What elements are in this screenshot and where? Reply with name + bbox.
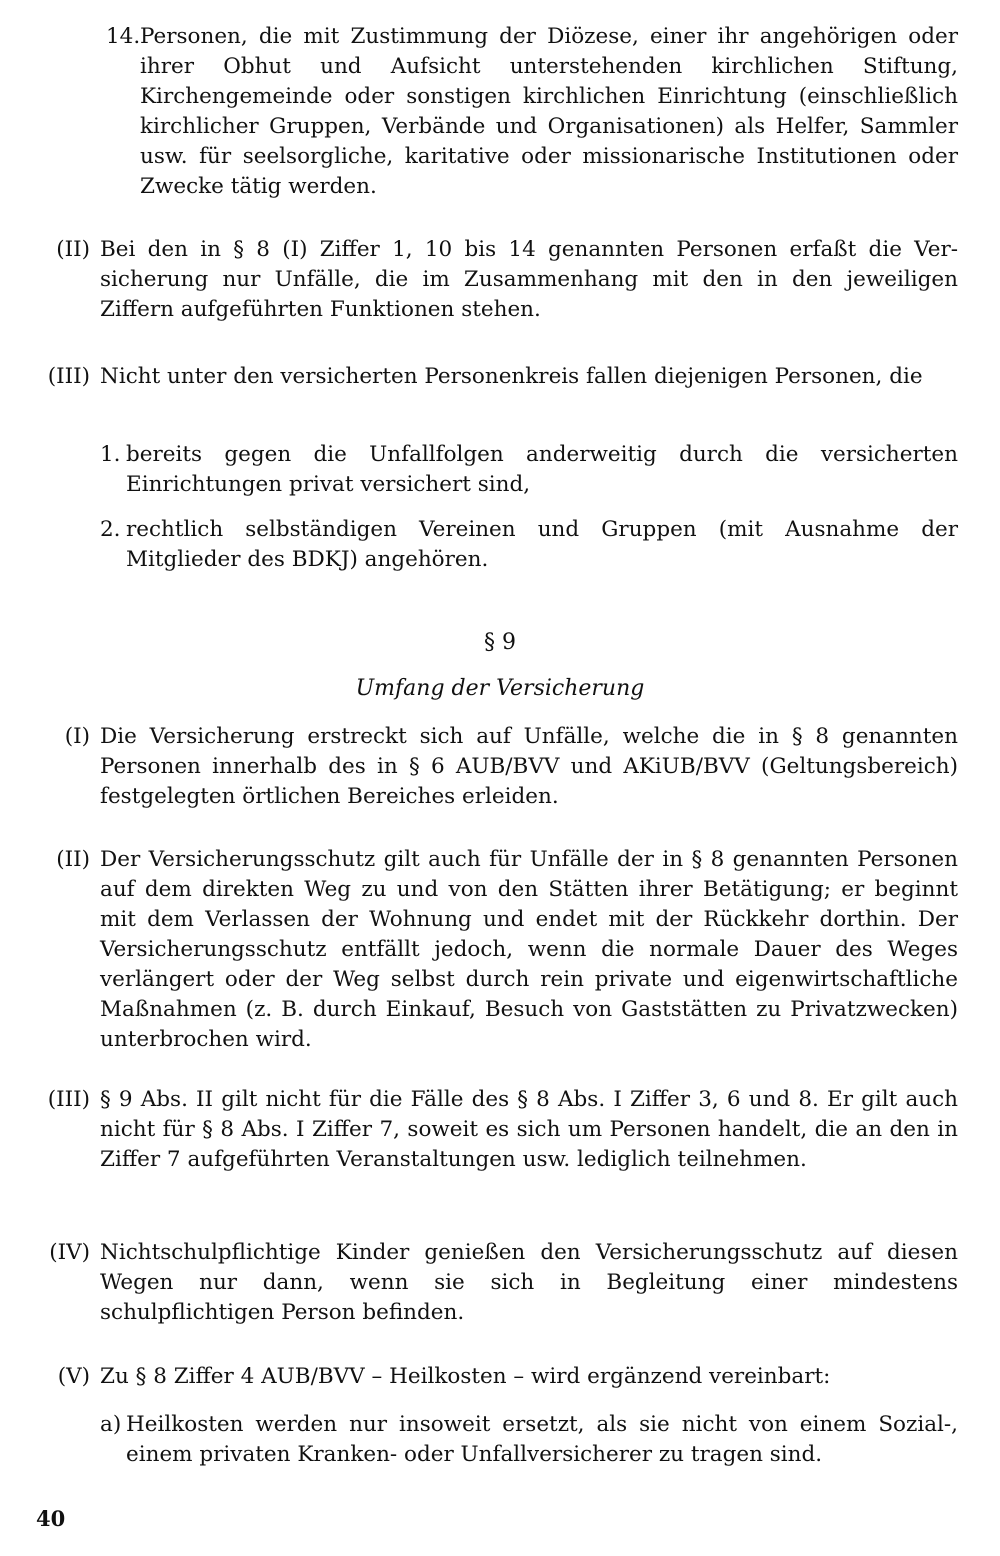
s9-abs1-text: Die Versicherung erstreckt sich auf Unfälle, welche die in § 8 genannten Personen innerhalb des in § 6 AUB/BVV und AKiUB/BVV (Geltungsbereich) festgelegten örtlichen Bereiches erleiden.	[100, 724, 958, 809]
section-9-title: Umfang der Versicherung	[355, 676, 645, 701]
item-14-text: Personen, die mit Zustimmung der Diözese, einer ihr angehörigen oder ihrer Obhut und Aufsicht unterstehenden kirchlichen Stiftung, Kirchengemeinde oder sonstigen kirchlichen Einrichtung (einschließlich kirchlicher Gruppen, Verbände und Organisationen) als Helfer, Sammler usw. für seelsorgliche, karitative oder missionarische Institutionen oder Zwecke tätig werden.	[140, 24, 958, 199]
s9-abs5-label: (V)	[57, 1364, 90, 1389]
page-number: 40	[36, 1506, 66, 1531]
s8-abs3-label: (III)	[47, 364, 90, 389]
s9-abs5-text: Zu § 8 Ziffer 4 AUB/BVV – Heilkosten – wird ergänzend vereinbart:	[100, 1364, 831, 1389]
s9-abs4-text: Nichtschulpflichtige Kinder genießen den Versicherungsschutz auf diesen Wegen nur dann, wenn sie sich in Begleitung einer mindestens schulpflichtigen Person befinden.	[100, 1240, 958, 1325]
s9-abs2-text: Der Versicherungsschutz gilt auch für Unfälle der in § 8 genannten Personen auf dem direkten Weg zu und von den Stätten ihrer Betätigung; er beginnt mit dem Verlassen der Wohnung und endet mit der Rückkehr dorthin. Der Versicherungsschutz entfällt jedoch, wenn die normale Dauer des Weges verlängert oder der Weg selbst durch rein private und eigenwirtschaftliche Maßnahmen (z. B. durch Einkauf, Besuch von Gaststätten zu Privatzwecken) unterbrochen wird.	[100, 847, 958, 1052]
s8-abs2-label: (II)	[56, 237, 90, 262]
s9-abs5-item-a-text: Heilkosten werden nur insoweit ersetzt, als sie nicht von einem Sozial-, einem privaten Kranken- oder Unfallversicherer zu tragen sind.	[126, 1412, 958, 1467]
s9-abs4-label: (IV)	[49, 1240, 90, 1265]
s8-abs3-item-1-text: bereits gegen die Unfallfolgen anderweitig durch die versicherten Einrichtungen privat versichert sind,	[126, 442, 958, 497]
s9-abs5-item-a-label: a)	[100, 1412, 122, 1437]
s8-abs3-item-2-text: rechtlich selbständigen Vereinen und Gruppen (mit Ausnahme der Mitglieder des BDKJ) angehören.	[126, 517, 958, 572]
item-14-number: 14.	[106, 24, 141, 49]
s8-abs3-text: Nicht unter den versicherten Personenkreis fallen diejenigen Personen, die	[100, 364, 923, 389]
section-9-number: § 9	[484, 630, 516, 655]
s9-abs3-text: § 9 Abs. II gilt nicht für die Fälle des § 8 Abs. I Ziffer 3, 6 und 8. Er gilt auch nicht für § 8 Abs. I Ziffer 7, soweit es sich um Personen handelt, die an den in Ziffer 7 aufgeführten Veranstaltungen usw. lediglich teilnehmen.	[100, 1087, 958, 1172]
s9-abs2-label: (II)	[56, 847, 90, 872]
s8-abs3-item-2-number: 2.	[100, 517, 121, 542]
s9-abs3-label: (III)	[47, 1087, 90, 1112]
s9-abs1-label: (I)	[64, 724, 90, 749]
s8-abs3-item-1-number: 1.	[100, 442, 121, 467]
s8-abs2-text: Bei den in § 8 (I) Ziffer 1, 10 bis 14 genannten Personen erfaßt die Versicherung nur Unfälle, die im Zusammenhang mit den in den jeweiligen Ziffern aufgeführten Funktionen stehen.	[100, 237, 958, 322]
